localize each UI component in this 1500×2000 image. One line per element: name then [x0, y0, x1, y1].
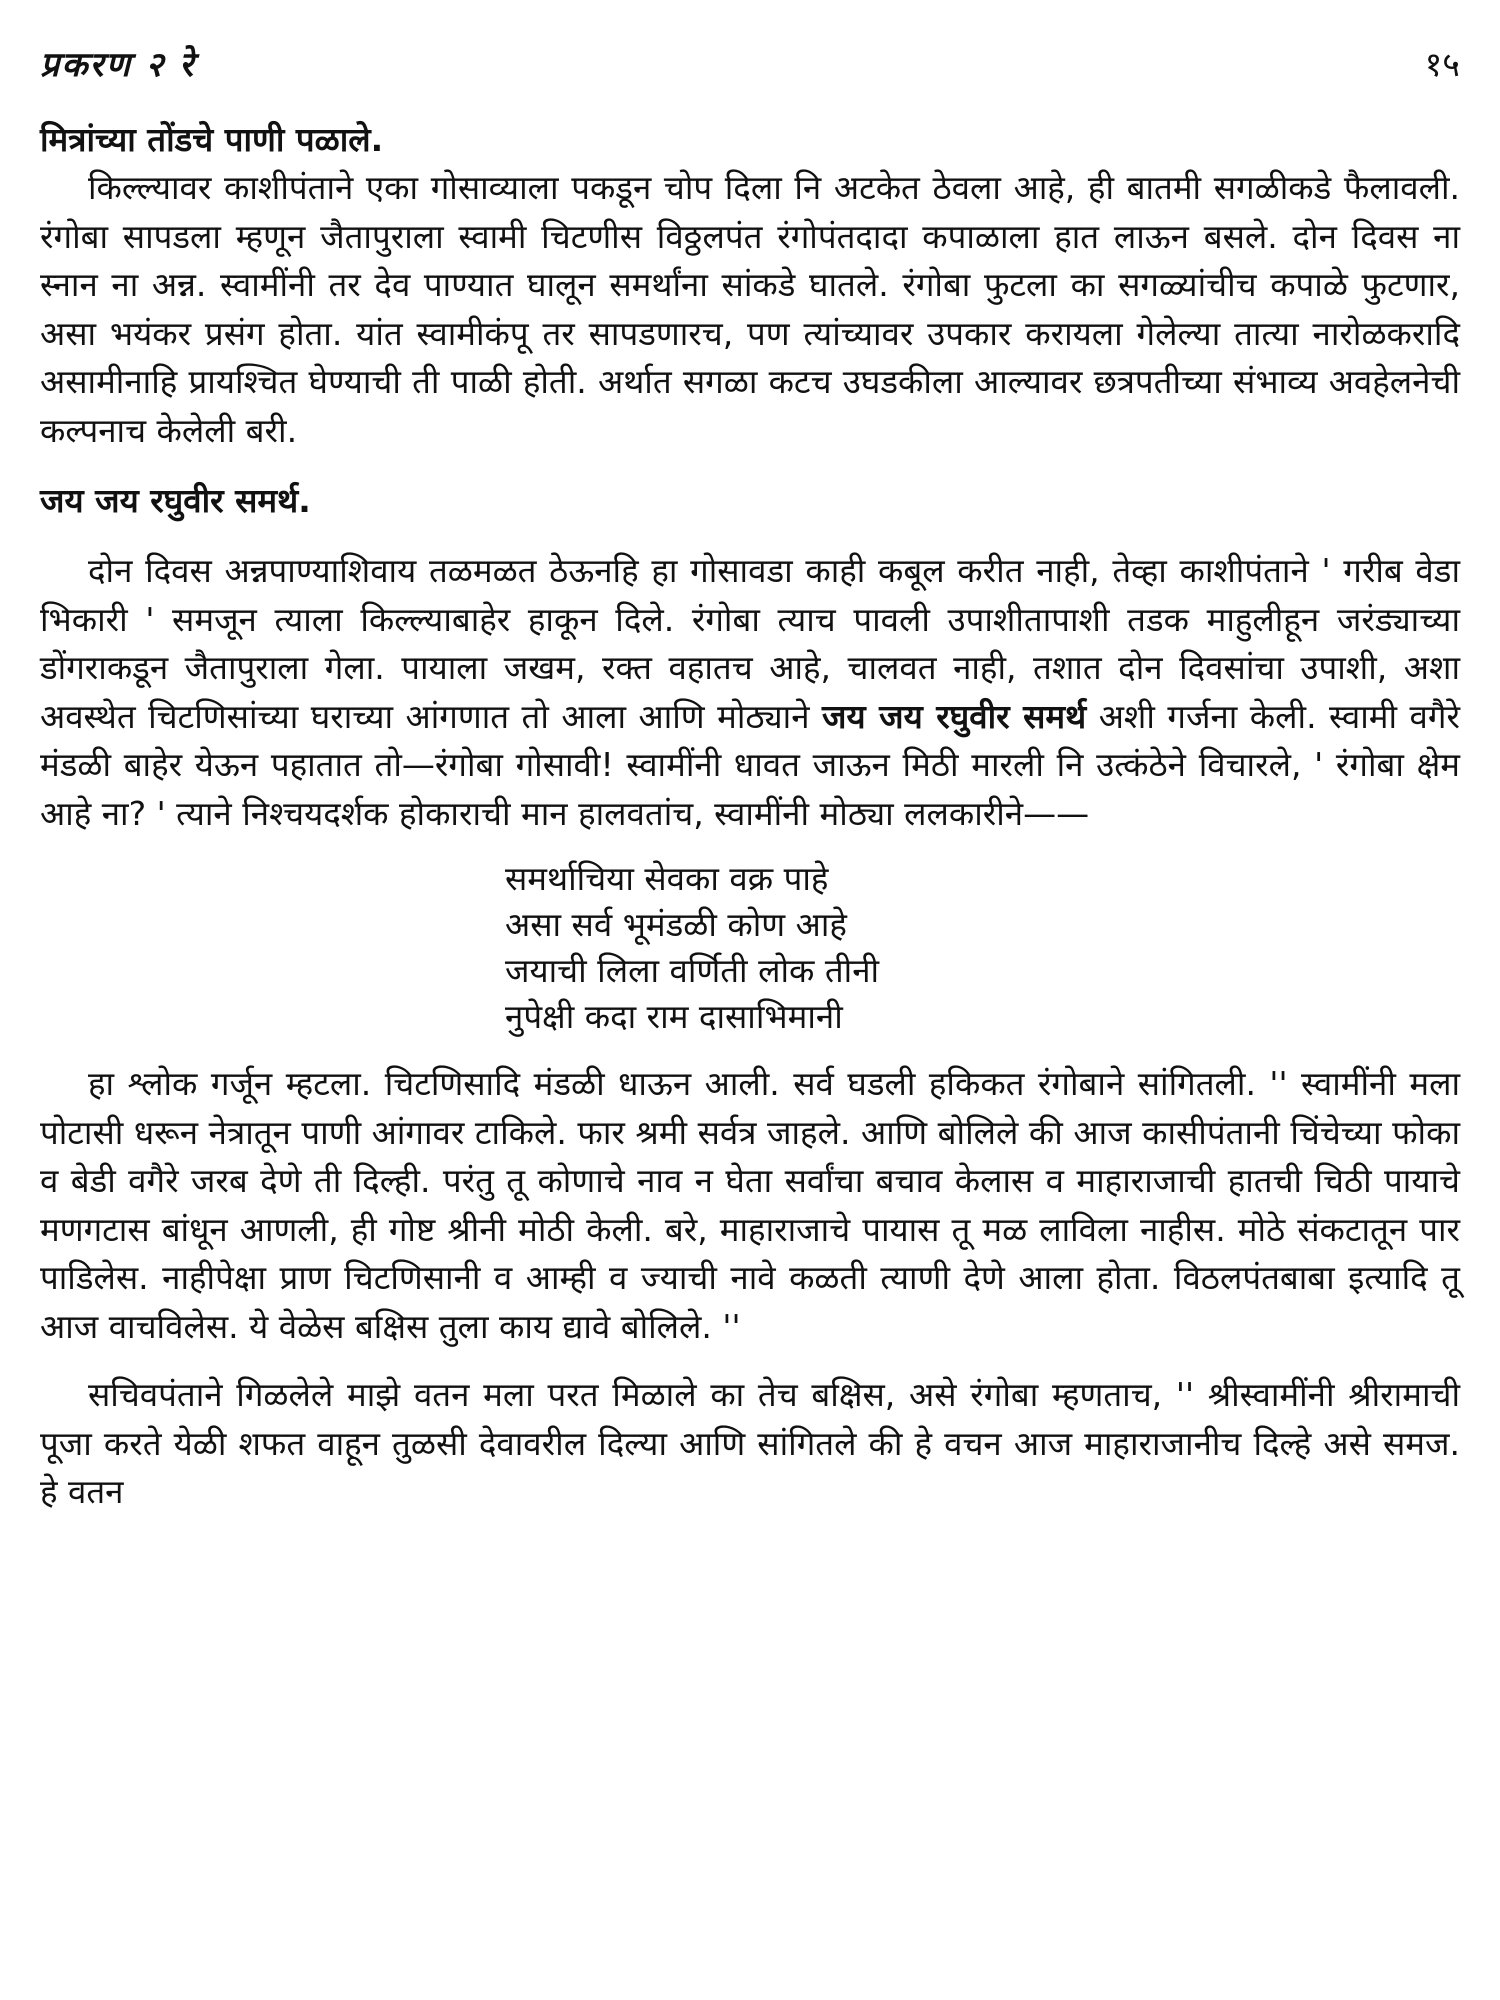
verse-line-2: असा सर्व भूमंडळी कोण आहे: [505, 905, 847, 944]
paragraph-2: [40, 547, 1460, 838]
page-number: १५: [1424, 45, 1460, 85]
verse-block: [505, 856, 1460, 1040]
paragraph-3: हा श्लोक गर्जून म्हटला. चिटणिसादि मंडळी धाऊन आली. सर्व घडली हकिकत रंगोबाने सांगितली. '' स्वामींनी मला पोटासी धरून नेत्रातून पाणी आंगावर टाकिले. फार श्रमी सर्वत्र जाहले. आणि बोलिले की आज कासीपंतानी चिंचेच्या फोका व बेडी वगैरे जरब देणे ती दिल्ही. परंतु तू कोणाचे नाव न घेता सर्वांचा बचाव केलास व माहाराजाची हातची चिठी पायाचे मणगटास बांधून आणली, ही गोष्ट श्रीनी मोठी केली. बरे, माहाराजाचे पायास तू मळ लाविला नाहीस. मोठे संकटातून पार पाडिलेस. नाहीपेक्षा प्राण चिटणिसानी व आम्ही व ज्याची नावे कळती त्याणी देणे आला होता. विठलपंतबाबा इत्यादि तू आज वाचविलेस. ये वेळेस बक्षिस तुला काय द्यावे बोलिले. '': [40, 1064, 1460, 1346]
paragraph-2-text-a: दोन दिवस अन्नपाण्याशिवाय तळमळत ठेऊनहि हा गोसावडा काही कबूल करीत नाही, तेव्हा काशीपंताने ' गरीब वेडा भिकारी ' समजून त्याला किल्ल्याबाहेर हाकून दिले. रंगोबा त्याच पावली उपाशीतापाशी तडक माहुलीहून जरंड्याच्या डोंगराकडून जैतापुराला गेला. पायाला जखम, रक्त वहातच आहे, चालवत नाही, तशात दोन दिवसांचा उपाशी, अशा अवस्थेत चिटणिसांच्या घराच्या आंगणात तो आला आणि मोठ्याने: [40, 551, 1460, 736]
paragraph-4: सचिवपंताने गिळलेले माझे वतन मला परत मिळाले का तेच बक्षिस, असे रंगोबा म्हणताच, '' श्रीस्वामींनी श्रीरामाची पूजा करते येळी शफत वाहून तुळसी देवावरील दिल्या आणि सांगितले की हे वचन आज माहाराजानीच दिल्हे असे समज. हे वतन: [40, 1375, 1460, 1511]
verse-line-4: नुपेक्षी कदा राम दासाभिमानी: [505, 997, 843, 1036]
page-body: [40, 110, 1460, 1517]
paragraph-2-bold-phrase: जय जय रघुवीर समर्थ: [822, 696, 1087, 736]
page-header: [40, 40, 1460, 100]
paragraph-1: किल्ल्यावर काशीपंताने एका गोसाव्याला पकडून चोप दिला नि अटकेत ठेवला आहे, ही बातमी सगळीकडे फैलावली. रंगोबा सापडला म्हणून जैतापुराला स्वामी चिटणीस विठ्ठलपंत रंगोपंतदादा कपाळाला हात लाऊन बसले. दोन दिवस ना स्नान ना अन्न. स्वामींनी तर देव पाण्यात घालून समर्थांना सांकडे घातले. रंगोबा फुटला का सगळ्यांचीच कपाळे फुटणार, असा भयंकर प्रसंग होता. यांत स्वामीकंपू तर सापडणारच, पण त्यांच्यावर उपकार करायला गेलेल्या तात्या नारोळकरादि असामीनाहि प्रायश्चित घेण्याची ती पाळी होती. अर्थात सगळा कटच उघडकीला आल्यावर छत्रपतीच्या संभाव्य अवहेलनेची कल्पनाच केलेली बरी.: [40, 168, 1460, 450]
section-heading-1: मित्रांच्या तोंडचे पाणी पळाले.: [40, 120, 384, 159]
paragraph-2-text-b: अशी गर्जना केली. स्वामी वगैरे मंडळी बाहेर येऊन पहातात तो—रंगोबा गोसावी! स्वामींनी धावत जाऊन मिठी मारली नि उत्कंठेने विचारले, ' रंगोबा क्षेम आहे ना? ' त्याने निश्चयदर्शक होकाराची मान हालवतांच, स्वामींनी मोठ्या ललकारीने——: [40, 696, 1460, 833]
chapter-title: प्रकरण २ रे: [40, 45, 196, 85]
verse-line-1: समर्थाचिया सेवका वक्र पाहे: [505, 859, 829, 898]
section-heading-2: जय जय रघुवीर समर्थ.: [40, 481, 311, 520]
verse-line-3: जयाची लिला वर्णिती लोक तीनी: [505, 951, 880, 990]
